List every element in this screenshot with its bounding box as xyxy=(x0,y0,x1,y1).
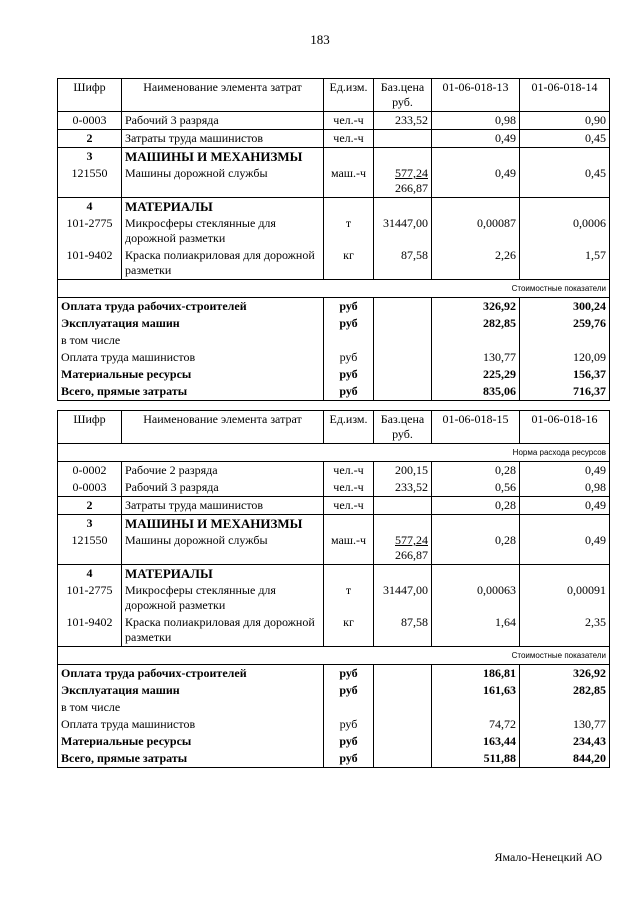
summary-unit: руб xyxy=(324,349,374,366)
summary-label: в том числе xyxy=(58,332,324,349)
row-value-1: 0,28 xyxy=(432,462,520,480)
row-code: 2 xyxy=(58,497,122,515)
row-value-1: 0,00063 xyxy=(432,582,520,614)
summary-value-2: 130,77 xyxy=(520,716,610,733)
table-header-row xyxy=(58,411,610,444)
row-value-2: 0,49 xyxy=(520,532,610,565)
summary-label: Оплата труда рабочих-строителей xyxy=(58,665,324,683)
summary-value-2: 234,43 xyxy=(520,733,610,750)
row-unit: чел.-ч xyxy=(324,497,374,515)
row-value-2: 0,45 xyxy=(520,130,610,148)
row-code: 121550 xyxy=(58,532,122,565)
summary-unit: руб xyxy=(324,750,374,768)
summary-value-1: 326,92 xyxy=(432,298,520,316)
summary-label: Материальные ресурсы xyxy=(58,733,324,750)
section-title: МАТЕРИАЛЫ xyxy=(122,198,324,216)
summary-value-2: 844,20 xyxy=(520,750,610,768)
row-value-2: 0,0006 xyxy=(520,215,610,247)
region-footer: Ямало-Ненецкий АО xyxy=(494,850,602,864)
price-bottom: 266,87 xyxy=(395,181,428,195)
header-code: Шифр xyxy=(58,411,122,444)
row-name: Микросферы стеклянные для дорожной разметки xyxy=(122,215,324,247)
row-unit: чел.-ч xyxy=(324,462,374,480)
row-name: Микросферы стеклянные для дорожной разметки xyxy=(122,582,324,614)
row-price xyxy=(374,165,432,198)
row-value-1: 0,98 xyxy=(432,112,520,130)
price-top: 577,24 xyxy=(395,166,428,180)
page-number: 183 xyxy=(310,32,330,47)
summary-unit: руб xyxy=(324,315,374,332)
table-row xyxy=(58,462,610,480)
summary-value-2: 326,92 xyxy=(520,665,610,683)
summary-row xyxy=(58,298,610,316)
row-unit: чел.-ч xyxy=(324,130,374,148)
summary-value-1: 282,85 xyxy=(432,315,520,332)
table-row xyxy=(58,532,610,565)
section-code: 3 xyxy=(58,148,122,166)
summary-row xyxy=(58,750,610,768)
summary-row xyxy=(58,733,610,750)
summary-value-2: 300,24 xyxy=(520,298,610,316)
row-price: 233,52 xyxy=(374,112,432,130)
table-row xyxy=(58,582,610,614)
section-code: 4 xyxy=(58,565,122,583)
summary-value-2: 156,37 xyxy=(520,366,610,383)
header-unit: Ед.изм. xyxy=(324,79,374,112)
row-code: 121550 xyxy=(58,165,122,198)
summary-label: Материальные ресурсы xyxy=(58,366,324,383)
summary-unit: руб xyxy=(324,682,374,699)
note-row xyxy=(58,647,610,665)
row-value-1: 0,49 xyxy=(432,165,520,198)
note-row xyxy=(58,444,610,462)
row-name: Рабочий 3 разряда xyxy=(122,479,324,497)
row-unit: т xyxy=(324,215,374,247)
header-name: Наименование элемента затрат xyxy=(122,79,324,112)
row-name: Рабочий 3 разряда xyxy=(122,112,324,130)
row-unit: чел.-ч xyxy=(324,479,374,497)
row-value-1: 0,28 xyxy=(432,532,520,565)
cost-indicators-note: Стоимостные показатели xyxy=(58,647,610,665)
section-code: 4 xyxy=(58,198,122,216)
table-row xyxy=(58,215,610,247)
row-value-1: 0,56 xyxy=(432,479,520,497)
summary-value-1: 511,88 xyxy=(432,750,520,768)
summary-value-2: 282,85 xyxy=(520,682,610,699)
row-price: 87,58 xyxy=(374,247,432,280)
summary-label: в том числе xyxy=(58,699,324,716)
summary-row xyxy=(58,665,610,683)
price-bottom: 266,87 xyxy=(395,548,428,562)
table-row xyxy=(58,112,610,130)
header-code: Шифр xyxy=(58,79,122,112)
section-row xyxy=(58,515,610,533)
row-name: Затраты труда машинистов xyxy=(122,130,324,148)
summary-value-1: 163,44 xyxy=(432,733,520,750)
row-price: 200,15 xyxy=(374,462,432,480)
section-title: МАШИНЫ И МЕХАНИЗМЫ xyxy=(122,148,324,166)
row-code: 101-2775 xyxy=(58,215,122,247)
row-value-1: 0,49 xyxy=(432,130,520,148)
row-value-1: 0,00087 xyxy=(432,215,520,247)
price-top: 577,24 xyxy=(395,533,428,547)
row-unit: маш.-ч xyxy=(324,532,374,565)
summary-unit: руб xyxy=(324,716,374,733)
table-row xyxy=(58,479,610,497)
resource-norm-note: Норма расхода ресурсов xyxy=(58,444,610,462)
summary-value-2: 120,09 xyxy=(520,349,610,366)
header-price: Баз.цена руб. xyxy=(374,411,432,444)
row-value-1: 1,64 xyxy=(432,614,520,647)
row-code: 0-0003 xyxy=(58,479,122,497)
summary-row xyxy=(58,349,610,366)
summary-label: Эксплуатация машин xyxy=(58,315,324,332)
table-row xyxy=(58,165,610,198)
row-price: 31447,00 xyxy=(374,215,432,247)
summary-row xyxy=(58,699,610,716)
summary-unit: руб xyxy=(324,298,374,316)
section-row xyxy=(58,148,610,166)
row-value-1: 0,28 xyxy=(432,497,520,515)
row-unit: кг xyxy=(324,614,374,647)
row-name: Краска полиакриловая для дорожной разметки xyxy=(122,247,324,280)
header-col1: 01-06-018-15 xyxy=(432,411,520,444)
row-code: 101-2775 xyxy=(58,582,122,614)
header-col1: 01-06-018-13 xyxy=(432,79,520,112)
summary-value-2: 259,76 xyxy=(520,315,610,332)
row-value-2: 0,00091 xyxy=(520,582,610,614)
summary-label: Оплата труда машинистов xyxy=(58,349,324,366)
note-row xyxy=(58,280,610,298)
row-value-2: 0,98 xyxy=(520,479,610,497)
summary-unit: руб xyxy=(324,665,374,683)
cost-table-2 xyxy=(57,410,610,768)
summary-value-1: 161,63 xyxy=(432,682,520,699)
summary-label: Эксплуатация машин xyxy=(58,682,324,699)
header-price: Баз.цена руб. xyxy=(374,79,432,112)
table-header-row xyxy=(58,79,610,112)
summary-value-1: 186,81 xyxy=(432,665,520,683)
row-value-2: 0,49 xyxy=(520,497,610,515)
row-code: 0-0002 xyxy=(58,462,122,480)
row-unit: т xyxy=(324,582,374,614)
summary-row xyxy=(58,682,610,699)
summary-value-2: 716,37 xyxy=(520,383,610,401)
table-row xyxy=(58,247,610,280)
row-value-2: 0,49 xyxy=(520,462,610,480)
row-price: 87,58 xyxy=(374,614,432,647)
row-unit: кг xyxy=(324,247,374,280)
section-code: 3 xyxy=(58,515,122,533)
header-col2: 01-06-018-16 xyxy=(520,411,610,444)
summary-value-1: 74,72 xyxy=(432,716,520,733)
summary-value-1: 835,06 xyxy=(432,383,520,401)
summary-row xyxy=(58,383,610,401)
summary-value-1: 130,77 xyxy=(432,349,520,366)
summary-label: Оплата труда машинистов xyxy=(58,716,324,733)
row-name: Затраты труда машинистов xyxy=(122,497,324,515)
row-value-2: 2,35 xyxy=(520,614,610,647)
summary-unit: руб xyxy=(324,383,374,401)
row-value-2: 0,45 xyxy=(520,165,610,198)
row-name: Машины дорожной службы xyxy=(122,165,324,198)
cost-indicators-note: Стоимостные показатели xyxy=(58,280,610,298)
summary-unit: руб xyxy=(324,366,374,383)
summary-value-1: 225,29 xyxy=(432,366,520,383)
summary-label: Всего, прямые затраты xyxy=(58,383,324,401)
summary-row xyxy=(58,716,610,733)
row-code: 0-0003 xyxy=(58,112,122,130)
row-name: Рабочие 2 разряда xyxy=(122,462,324,480)
row-price: 233,52 xyxy=(374,479,432,497)
table-row xyxy=(58,130,610,148)
row-name: Машины дорожной службы xyxy=(122,532,324,565)
row-value-1: 2,26 xyxy=(432,247,520,280)
summary-row xyxy=(58,332,610,349)
row-price xyxy=(374,532,432,565)
section-title: МАТЕРИАЛЫ xyxy=(122,565,324,583)
summary-label: Оплата труда рабочих-строителей xyxy=(58,298,324,316)
row-value-2: 1,57 xyxy=(520,247,610,280)
cost-table-1 xyxy=(57,78,610,401)
table-row xyxy=(58,614,610,647)
summary-row xyxy=(58,366,610,383)
header-col2: 01-06-018-14 xyxy=(520,79,610,112)
row-unit: чел.-ч xyxy=(324,112,374,130)
summary-label: Всего, прямые затраты xyxy=(58,750,324,768)
section-row xyxy=(58,565,610,583)
row-price-empty xyxy=(374,130,432,148)
row-price: 31447,00 xyxy=(374,582,432,614)
row-name: Краска полиакриловая для дорожной разметки xyxy=(122,614,324,647)
row-code: 101-9402 xyxy=(58,614,122,647)
row-unit: маш.-ч xyxy=(324,165,374,198)
row-code: 2 xyxy=(58,130,122,148)
header-unit: Ед.изм. xyxy=(324,411,374,444)
summary-unit: руб xyxy=(324,733,374,750)
row-code: 101-9402 xyxy=(58,247,122,280)
table-row xyxy=(58,497,610,515)
summary-row xyxy=(58,315,610,332)
row-value-2: 0,90 xyxy=(520,112,610,130)
section-title: МАШИНЫ И МЕХАНИЗМЫ xyxy=(122,515,324,533)
section-row xyxy=(58,198,610,216)
header-name: Наименование элемента затрат xyxy=(122,411,324,444)
